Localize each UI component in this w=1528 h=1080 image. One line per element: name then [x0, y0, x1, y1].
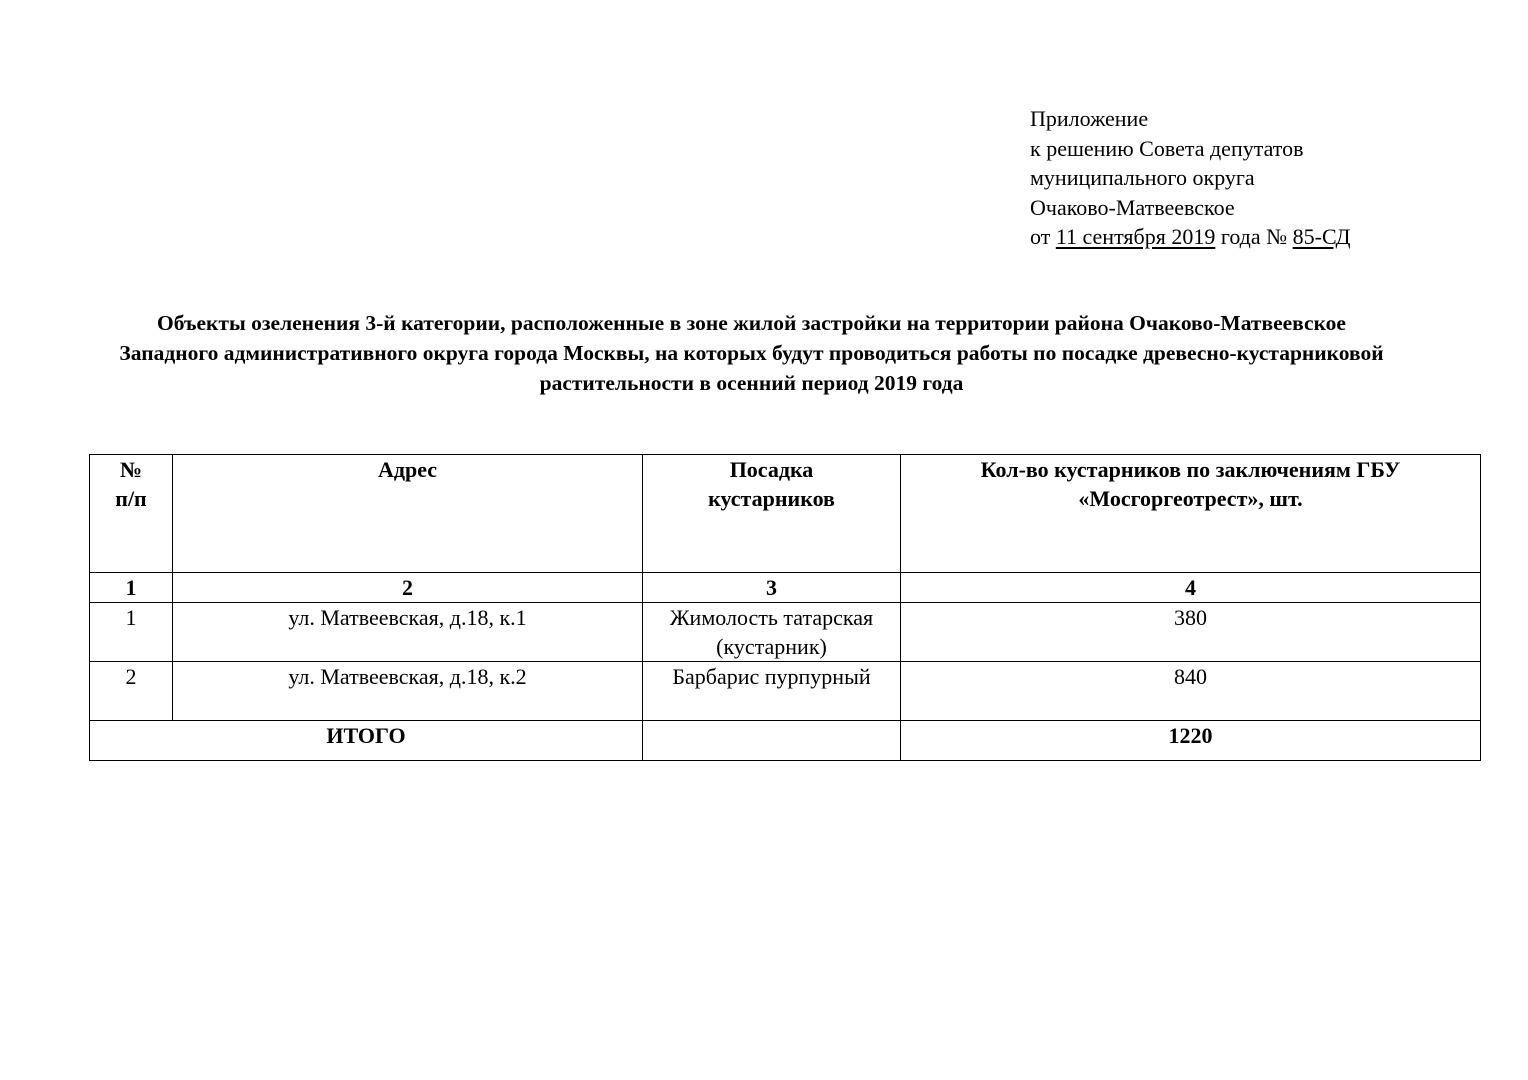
total-label: ИТОГО	[90, 721, 643, 761]
table-row	[90, 603, 1481, 662]
column-number: 3	[643, 573, 901, 603]
date-mid: года №	[1220, 224, 1288, 249]
title-line-3: растительности в осенний период 2019 года	[539, 371, 964, 395]
header-number: № п/п	[90, 455, 173, 573]
row-planting: Жимолость татарская (кустарник)	[643, 603, 901, 662]
total-planting	[643, 721, 901, 761]
row-number: 1	[90, 603, 173, 662]
column-number-row	[90, 573, 1481, 603]
row-number: 2	[90, 662, 173, 721]
column-number: 2	[173, 573, 643, 603]
row-count: 840	[901, 662, 1481, 721]
decision-date: 11 сентября 2019	[1055, 224, 1216, 249]
document-title	[0, 308, 1503, 398]
appendix-block	[1030, 104, 1351, 252]
table-header-row	[90, 455, 1481, 573]
date-prefix: от	[1030, 224, 1051, 249]
header-address: Адрес	[173, 455, 643, 573]
header-planting: Посадка кустарников	[643, 455, 901, 573]
column-number: 1	[90, 573, 173, 603]
decision-number: 85-СД	[1292, 224, 1351, 249]
planting-table	[89, 454, 1481, 761]
total-count: 1220	[901, 721, 1481, 761]
appendix-decision: к решению Совета депутатов	[1030, 135, 1304, 161]
appendix-district: муниципального округа	[1030, 165, 1255, 190]
total-row	[90, 721, 1481, 761]
appendix-title: Приложение	[1030, 106, 1149, 131]
header-count: Кол-во кустарников по заключениям ГБУ «Мосгоргеотрест», шт.	[901, 455, 1481, 573]
row-count: 380	[901, 603, 1481, 662]
appendix-district-name: Очаково-Матвеевское	[1030, 194, 1235, 220]
table-row	[90, 662, 1481, 721]
title-line-2: Западного административного округа города Москвы, на которых будут проводиться работы по посадке древесно-кустарниковой	[119, 341, 1384, 365]
row-address: ул. Матвеевская, д.18, к.1	[173, 603, 643, 662]
row-address: ул. Матвеевская, д.18, к.2	[173, 662, 643, 721]
title-line-1: Объекты озеленения 3-й категории, расположенные в зоне жилой застройки на территории района Очаково-Матвеевское	[157, 311, 1346, 335]
column-number: 4	[901, 573, 1481, 603]
row-planting: Барбарис пурпурный	[643, 662, 901, 721]
appendix-date-line	[1030, 222, 1351, 252]
